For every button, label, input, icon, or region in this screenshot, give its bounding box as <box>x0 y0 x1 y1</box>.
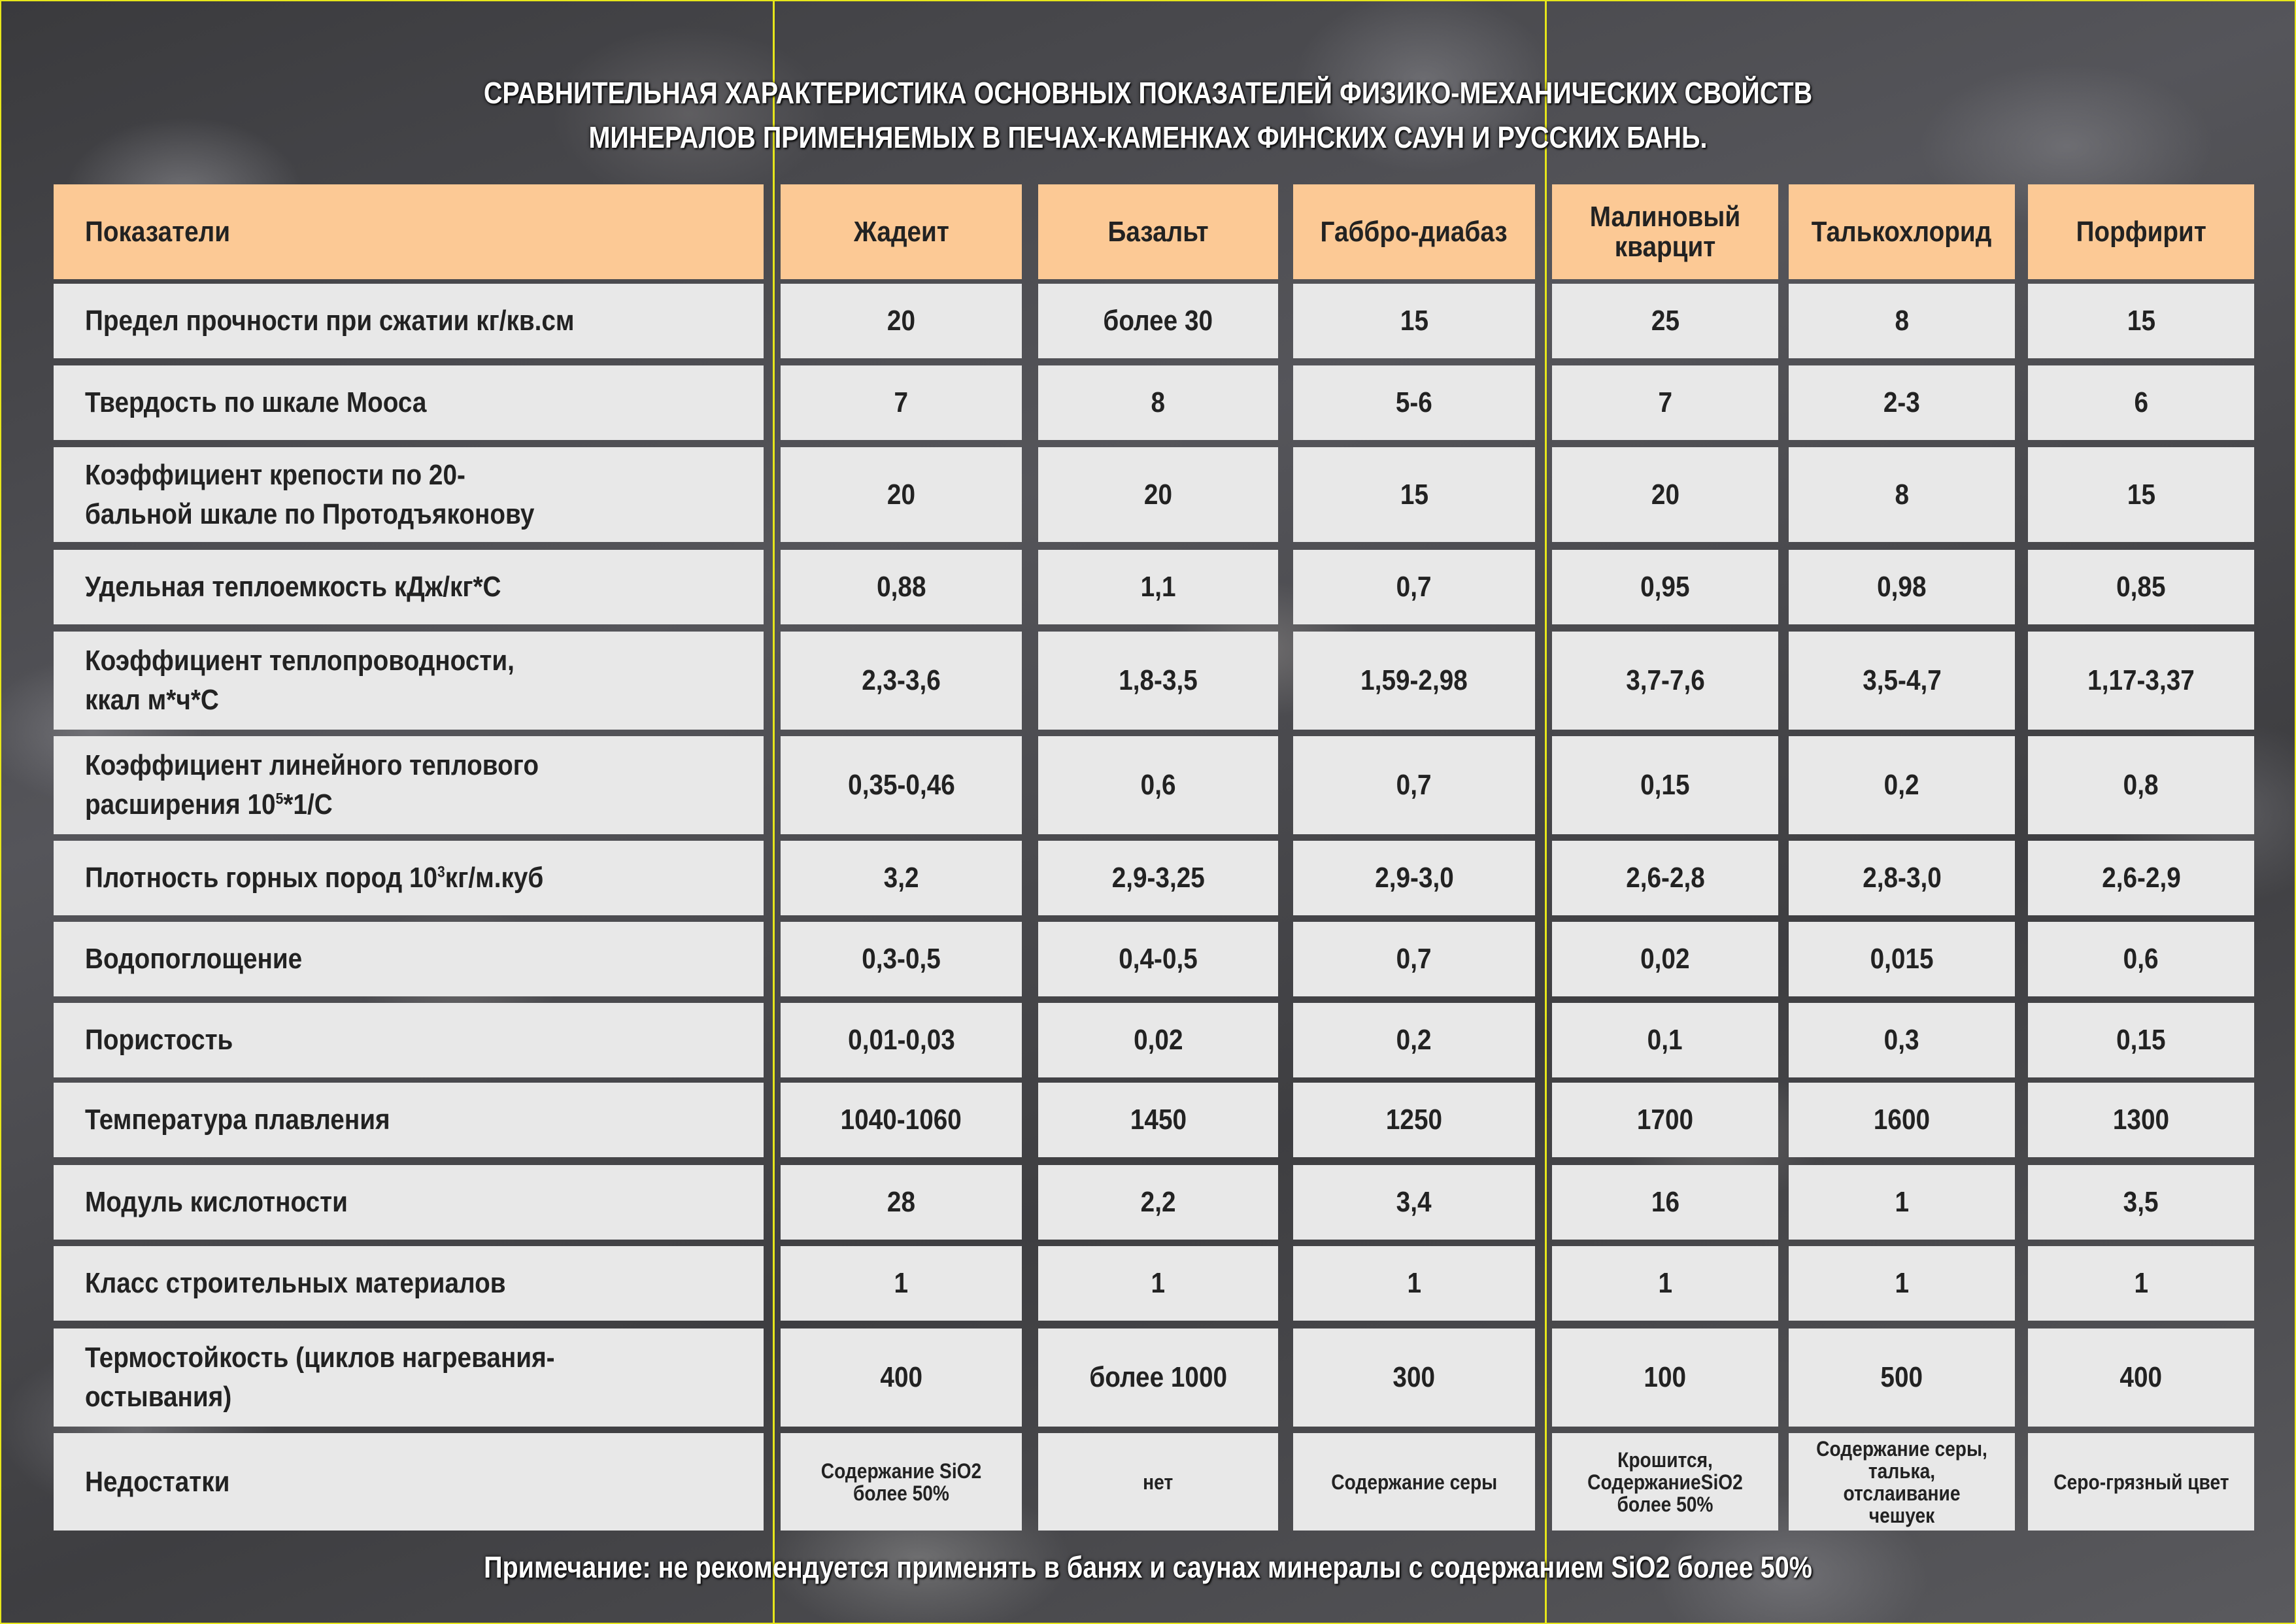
header-zhadeit-text: Жадеит <box>853 215 949 248</box>
cell-malinovyi-kvartsit <box>1552 1246 1778 1321</box>
cell-talkohlorid <box>1789 1328 2015 1427</box>
cell-malinovyi-kvartsit <box>1552 1003 1778 1077</box>
cell-porfirit-text: 15 <box>2127 305 2155 337</box>
cell-porfirit <box>2028 447 2254 542</box>
cell-bazalt-text: 1,8-3,5 <box>1119 664 1198 696</box>
row-10-label-text <box>85 1100 390 1140</box>
cell-bazalt <box>1038 1433 1278 1531</box>
row-11-label <box>54 1165 764 1240</box>
row-3-label <box>54 447 764 542</box>
cell-malinovyi-kvartsit-text: 0,02 <box>1640 943 1690 975</box>
cell-zhadeit <box>781 447 1022 542</box>
row-label-superscript: 5 <box>275 790 284 808</box>
row-4-label-text <box>85 567 501 607</box>
cell-gabbro-diabaz-text: 1250 <box>1385 1104 1443 1136</box>
cell-bazalt-text: 0,4-0,5 <box>1119 943 1198 975</box>
cell-malinovyi-kvartsit <box>1552 284 1778 358</box>
cell-talkohlorid-text: 0,015 <box>1870 943 1934 975</box>
cell-talkohlorid-text: 2-3 <box>1883 386 1920 418</box>
cell-bazalt <box>1038 1246 1278 1321</box>
cell-talkohlorid <box>1789 632 2015 730</box>
cell-porfirit-text: 2,6-2,9 <box>2101 862 2181 894</box>
cell-malinovyi-kvartsit <box>1552 550 1778 624</box>
cell-talkohlorid-text: 8 <box>1895 478 1909 511</box>
header-gabbro-diabaz <box>1293 184 1535 279</box>
cell-gabbro-diabaz <box>1293 284 1535 358</box>
cell-talkohlorid <box>1789 1433 2015 1531</box>
cell-gabbro-diabaz <box>1293 1165 1535 1240</box>
cell-talkohlorid-text: 0,2 <box>1884 769 1919 801</box>
cell-talkohlorid-text: 1600 <box>1873 1104 1931 1136</box>
cell-malinovyi-kvartsit-text: 1 <box>1658 1267 1672 1299</box>
cell-zhadeit-text: 28 <box>886 1186 916 1218</box>
cell-malinovyi-kvartsit-text: 100 <box>1644 1361 1687 1393</box>
cell-porfirit-text: 1,17-3,37 <box>2087 664 2195 696</box>
cell-zhadeit-text: 0,3-0,5 <box>862 943 941 975</box>
title-line-2: МИНЕРАЛОВ ПРИМЕНЯЕМЫХ В ПЕЧАХ-КАМЕНКАХ ФИНСКИХ САУН И РУССКИХ БАНЬ. <box>588 120 1708 154</box>
cell-zhadeit-text: 2,3-3,6 <box>862 664 941 696</box>
cell-gabbro-diabaz <box>1293 365 1535 440</box>
cell-malinovyi-kvartsit-text: 16 <box>1651 1186 1680 1218</box>
cell-zhadeit <box>781 1003 1022 1077</box>
cell-zhadeit-text: 3,2 <box>883 862 919 894</box>
cell-porfirit-text: 0,15 <box>2116 1024 2166 1056</box>
row-13-label-text <box>85 1338 557 1417</box>
cell-gabbro-diabaz-text: 0,7 <box>1396 571 1432 603</box>
header-label-column-text: Показатели <box>85 215 231 248</box>
row-7-label <box>54 841 764 915</box>
cell-talkohlorid <box>1789 1083 2015 1157</box>
cell-gabbro-diabaz-text: 2,9-3,0 <box>1374 862 1454 894</box>
guide-line-left <box>773 0 775 1624</box>
cell-zhadeit <box>781 365 1022 440</box>
row-8-label-text <box>85 939 302 979</box>
row-label-superscript: 3 <box>437 863 445 881</box>
cell-gabbro-diabaz <box>1293 1083 1535 1157</box>
cell-porfirit <box>2028 550 2254 624</box>
cell-zhadeit <box>781 1328 1022 1427</box>
cell-gabbro-diabaz-text: 300 <box>1393 1361 1436 1393</box>
cell-talkohlorid-text: 1 <box>1895 1267 1909 1299</box>
cell-porfirit-text: 0,8 <box>2123 769 2159 801</box>
cell-bazalt-text: 2,9-3,25 <box>1111 862 1205 894</box>
cell-zhadeit <box>781 841 1022 915</box>
cell-talkohlorid-text: 500 <box>1880 1361 1923 1393</box>
cell-malinovyi-kvartsit <box>1552 922 1778 996</box>
cell-gabbro-diabaz <box>1293 1246 1535 1321</box>
cell-porfirit <box>2028 284 2254 358</box>
row-10-label <box>54 1083 764 1157</box>
cell-gabbro-diabaz <box>1293 736 1535 834</box>
row-label-suffix: *1/С <box>283 788 333 820</box>
cell-talkohlorid-text: 0,98 <box>1877 571 1927 603</box>
cell-gabbro-diabaz <box>1293 922 1535 996</box>
row-5-label-text <box>85 641 557 720</box>
cell-malinovyi-kvartsit <box>1552 736 1778 834</box>
cell-gabbro-diabaz <box>1293 1433 1535 1531</box>
cell-zhadeit-text: 0,35-0,46 <box>847 769 955 801</box>
cell-gabbro-diabaz <box>1293 550 1535 624</box>
header-porfirit <box>2028 184 2254 279</box>
row-13-label <box>54 1328 764 1427</box>
row-6-label-text <box>85 746 603 824</box>
row-label-text: Удельная теплоемкость кДж/кг*С <box>85 571 501 603</box>
cell-gabbro-diabaz <box>1293 841 1535 915</box>
cell-malinovyi-kvartsit <box>1552 447 1778 542</box>
header-bazalt-text: Базальт <box>1107 215 1209 248</box>
cell-talkohlorid-text: 3,5-4,7 <box>1862 664 1942 696</box>
row-14-label <box>54 1433 764 1531</box>
header-malinovyi-kvartsit-text: Малиновый кварцит <box>1589 200 1741 263</box>
cell-gabbro-diabaz-text: 1,59-2,98 <box>1360 664 1468 696</box>
cell-bazalt <box>1038 1083 1278 1157</box>
cell-zhadeit-text: 0,88 <box>876 571 926 603</box>
cell-porfirit <box>2028 736 2254 834</box>
cell-bazalt-text: 1,1 <box>1140 571 1176 603</box>
cell-bazalt-text: 0,02 <box>1133 1024 1183 1056</box>
cell-talkohlorid <box>1789 1246 2015 1321</box>
cell-malinovyi-kvartsit-text: 7 <box>1658 386 1672 418</box>
cell-porfirit <box>2028 1328 2254 1427</box>
cell-porfirit-text: 0,85 <box>2116 571 2166 603</box>
cell-malinovyi-kvartsit-text: Крошится, СодержаниеSiO2 более 50% <box>1587 1447 1743 1516</box>
cell-zhadeit <box>781 284 1022 358</box>
cell-porfirit <box>2028 632 2254 730</box>
row-label-text: Водопоглощение <box>85 943 303 975</box>
cell-porfirit-text: 1300 <box>2112 1104 2170 1136</box>
cell-zhadeit-text: 20 <box>886 478 916 511</box>
row-7-label-text <box>85 858 543 898</box>
cell-porfirit <box>2028 1003 2254 1077</box>
cell-zhadeit-text: Содержание SiO2 более 50% <box>820 1459 982 1505</box>
row-label-text: Коэффициент линейного теплового расширения 10 <box>85 749 539 820</box>
cell-zhadeit <box>781 736 1022 834</box>
cell-zhadeit-text: 20 <box>886 305 916 337</box>
cell-malinovyi-kvartsit <box>1552 1083 1778 1157</box>
cell-gabbro-diabaz-text: 1 <box>1407 1267 1421 1299</box>
cell-bazalt <box>1038 365 1278 440</box>
cell-bazalt-text: 2,2 <box>1140 1186 1176 1218</box>
cell-bazalt <box>1038 922 1278 996</box>
cell-bazalt <box>1038 736 1278 834</box>
cell-zhadeit <box>781 550 1022 624</box>
row-label-text: Предел прочности при сжатии кг/кв.см <box>85 305 575 337</box>
cell-gabbro-diabaz-text: 0,2 <box>1396 1024 1432 1056</box>
cell-talkohlorid <box>1789 447 2015 542</box>
cell-bazalt <box>1038 284 1278 358</box>
cell-malinovyi-kvartsit-text: 0,15 <box>1640 769 1690 801</box>
row-6-label <box>54 736 764 834</box>
cell-porfirit-text: 3,5 <box>2123 1186 2159 1218</box>
cell-zhadeit <box>781 1433 1022 1531</box>
cell-zhadeit <box>781 1165 1022 1240</box>
row-9-label-text <box>85 1021 233 1060</box>
cell-bazalt-text: более 30 <box>1103 305 1213 337</box>
cell-talkohlorid-text: 0,3 <box>1884 1024 1919 1056</box>
cell-bazalt <box>1038 1328 1278 1427</box>
cell-bazalt-text: нет <box>1143 1470 1173 1494</box>
row-3-label-text <box>85 456 557 534</box>
cell-zhadeit-text: 1 <box>894 1267 909 1299</box>
cell-porfirit <box>2028 922 2254 996</box>
row-5-label <box>54 632 764 730</box>
cell-gabbro-diabaz <box>1293 1328 1535 1427</box>
cell-talkohlorid <box>1789 365 2015 440</box>
row-11-label-text <box>85 1183 348 1222</box>
cell-porfirit <box>2028 841 2254 915</box>
header-porfirit-text: Порфирит <box>2076 215 2206 248</box>
footnote: Примечание: не рекомендуется применять в банях и саунах минералы с содержанием SiO2 более 50% <box>484 1550 1812 1584</box>
cell-talkohlorid-text: Содержание серы, талька, отслаивание чешуек <box>1816 1436 1987 1527</box>
cell-porfirit <box>2028 365 2254 440</box>
row-12-label <box>54 1246 764 1321</box>
cell-bazalt-text: 1 <box>1151 1267 1166 1299</box>
cell-malinovyi-kvartsit <box>1552 1165 1778 1240</box>
cell-bazalt <box>1038 632 1278 730</box>
cell-porfirit-text: 1 <box>2134 1267 2148 1299</box>
row-label-text: Коэффициент крепости по 20-бальной шкале по Протодъяконову <box>85 458 535 530</box>
cell-talkohlorid <box>1789 550 2015 624</box>
cell-gabbro-diabaz-text: 0,7 <box>1396 769 1432 801</box>
cell-gabbro-diabaz-text: 3,4 <box>1396 1186 1432 1218</box>
cell-bazalt-text: 0,6 <box>1140 769 1176 801</box>
cell-talkohlorid <box>1789 1003 2015 1077</box>
row-12-label-text <box>85 1264 506 1303</box>
row-label-text: Коэффициент теплопроводности, ккал м*ч*С <box>85 645 515 716</box>
cell-talkohlorid-text: 2,8-3,0 <box>1862 862 1942 894</box>
cell-gabbro-diabaz-text: Содержание серы <box>1331 1470 1497 1494</box>
cell-zhadeit <box>781 1083 1022 1157</box>
cell-bazalt-text: более 1000 <box>1089 1361 1227 1393</box>
header-gabbro-diabaz-text: Габбро-диабаз <box>1320 215 1508 248</box>
row-label-text: Термостойкость (циклов нагревания-остывания) <box>85 1342 555 1413</box>
cell-porfirit-text: 15 <box>2127 478 2155 511</box>
cell-malinovyi-kvartsit <box>1552 841 1778 915</box>
header-talkohlorid <box>1789 184 2015 279</box>
row-label-text: Температура плавления <box>85 1104 390 1136</box>
cell-gabbro-diabaz-text: 0,7 <box>1396 943 1432 975</box>
cell-talkohlorid-text: 1 <box>1895 1186 1909 1218</box>
cell-malinovyi-kvartsit-text: 0,1 <box>1647 1024 1683 1056</box>
cell-zhadeit-text: 7 <box>894 386 909 418</box>
cell-gabbro-diabaz-text: 15 <box>1400 305 1428 337</box>
cell-malinovyi-kvartsit-text: 0,95 <box>1640 571 1690 603</box>
header-bazalt <box>1038 184 1278 279</box>
cell-malinovyi-kvartsit <box>1552 1328 1778 1427</box>
row-14-label-text <box>85 1463 229 1502</box>
header-talkohlorid-text: Талькохлорид <box>1812 215 1992 248</box>
row-label-text: Модуль кислотности <box>85 1186 348 1218</box>
cell-bazalt <box>1038 1003 1278 1077</box>
row-label-text: Пористость <box>85 1024 233 1056</box>
row-1-label-text <box>85 301 575 341</box>
cell-bazalt-text: 8 <box>1151 386 1166 418</box>
header-malinovyi-kvartsit <box>1552 184 1778 279</box>
row-label-text: Класс строительных материалов <box>85 1267 506 1299</box>
row-9-label <box>54 1003 764 1077</box>
cell-talkohlorid <box>1789 922 2015 996</box>
guide-line-right <box>1545 0 1547 1624</box>
row-4-label <box>54 550 764 624</box>
cell-malinovyi-kvartsit-text: 3,7-7,6 <box>1625 664 1705 696</box>
cell-malinovyi-kvartsit <box>1552 1433 1778 1531</box>
cell-malinovyi-kvartsit <box>1552 365 1778 440</box>
cell-porfirit <box>2028 1165 2254 1240</box>
cell-malinovyi-kvartsit-text: 20 <box>1651 478 1680 511</box>
cell-porfirit <box>2028 1433 2254 1531</box>
cell-gabbro-diabaz-text: 5-6 <box>1396 386 1432 418</box>
cell-talkohlorid <box>1789 736 2015 834</box>
cell-malinovyi-kvartsit-text: 25 <box>1651 305 1680 337</box>
cell-gabbro-diabaz <box>1293 632 1535 730</box>
row-1-label <box>54 284 764 358</box>
cell-bazalt <box>1038 1165 1278 1240</box>
cell-bazalt <box>1038 447 1278 542</box>
header-zhadeit <box>781 184 1022 279</box>
title-line-1: СРАВНИТЕЛЬНАЯ ХАРАКТЕРИСТИКА ОСНОВНЫХ ПОКАЗАТЕЛЕЙ ФИЗИКО-МЕХАНИЧЕСКИХ СВОЙСТВ <box>483 76 1813 110</box>
cell-porfirit-text: 6 <box>2134 386 2148 418</box>
cell-gabbro-diabaz <box>1293 1003 1535 1077</box>
cell-porfirit <box>2028 1246 2254 1321</box>
cell-gabbro-diabaz-text: 15 <box>1400 478 1428 511</box>
cell-bazalt-text: 1450 <box>1130 1104 1187 1136</box>
row-label-text: Недостатки <box>85 1465 230 1498</box>
header-label-column <box>54 184 764 279</box>
cell-talkohlorid-text: 8 <box>1895 305 1909 337</box>
cell-bazalt <box>1038 550 1278 624</box>
cell-malinovyi-kvartsit-text: 1700 <box>1636 1104 1694 1136</box>
cell-porfirit <box>2028 1083 2254 1157</box>
cell-zhadeit-text: 0,01-0,03 <box>847 1024 955 1056</box>
cell-porfirit-text: 0,6 <box>2123 943 2159 975</box>
cell-zhadeit <box>781 922 1022 996</box>
cell-zhadeit <box>781 1246 1022 1321</box>
cell-talkohlorid <box>1789 284 2015 358</box>
cell-bazalt-text: 20 <box>1143 478 1173 511</box>
cell-gabbro-diabaz <box>1293 447 1535 542</box>
row-label-suffix: кг/м.куб <box>445 862 544 894</box>
row-8-label <box>54 922 764 996</box>
cell-bazalt <box>1038 841 1278 915</box>
cell-zhadeit-text: 1040-1060 <box>840 1104 962 1136</box>
cell-porfirit-text: Серо-грязный цвет <box>2053 1470 2229 1494</box>
row-label-text: Твердость по шкале Мооса <box>85 386 427 418</box>
page-title <box>161 71 2135 160</box>
cell-talkohlorid <box>1789 841 2015 915</box>
cell-zhadeit-text: 400 <box>880 1361 922 1393</box>
cell-malinovyi-kvartsit-text: 2,6-2,8 <box>1625 862 1705 894</box>
row-label-text: Плотность горных пород 10 <box>85 862 438 894</box>
cell-zhadeit <box>781 632 1022 730</box>
row-2-label-text <box>85 383 426 422</box>
cell-malinovyi-kvartsit <box>1552 632 1778 730</box>
row-2-label <box>54 365 764 440</box>
cell-talkohlorid <box>1789 1165 2015 1240</box>
cell-porfirit-text: 400 <box>2119 1361 2163 1393</box>
